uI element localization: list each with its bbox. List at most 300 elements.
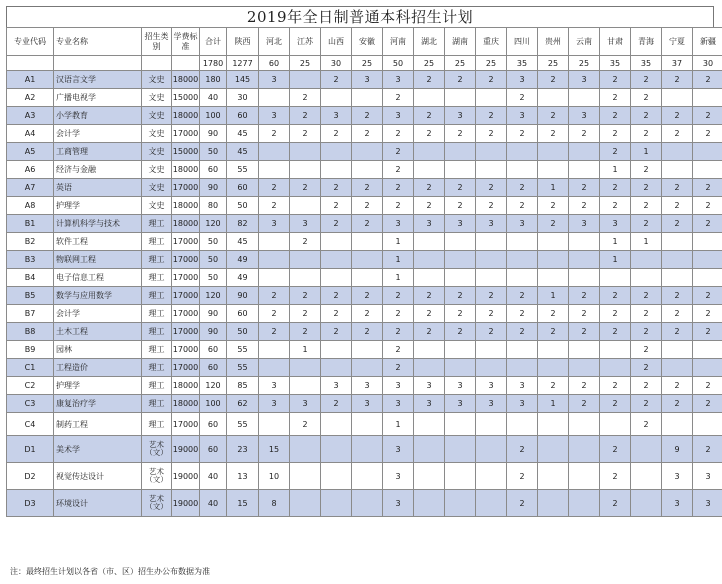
table-cell xyxy=(662,89,693,107)
table-cell: 3 xyxy=(476,377,507,395)
major-code: A1 xyxy=(7,71,54,89)
column-header: 陕西 xyxy=(227,28,259,56)
table-cell: 2 xyxy=(321,197,352,215)
table-cell: 18000 xyxy=(172,377,200,395)
table-cell: 2 xyxy=(631,323,662,341)
table-cell: 40 xyxy=(200,490,227,517)
table-cell: 3 xyxy=(569,215,600,233)
table-row xyxy=(7,143,722,161)
table-cell xyxy=(321,143,352,161)
column-header: 招生类别 xyxy=(142,28,172,56)
table-cell: 17000 xyxy=(172,233,200,251)
table-cell: 50 xyxy=(200,269,227,287)
table-cell: 30 xyxy=(227,89,259,107)
table-cell: 2 xyxy=(600,377,631,395)
table-cell: 120 xyxy=(200,215,227,233)
major-code: A3 xyxy=(7,107,54,125)
table-cell: 2 xyxy=(600,107,631,125)
table-cell: 2 xyxy=(414,71,445,89)
table-cell: 2 xyxy=(383,341,414,359)
table-cell: 2 xyxy=(507,89,538,107)
table-cell: 3 xyxy=(600,215,631,233)
major-code: B5 xyxy=(7,287,54,305)
major-name: 制药工程 xyxy=(54,413,142,436)
table-cell: 49 xyxy=(227,251,259,269)
table-cell: 90 xyxy=(200,305,227,323)
table-cell: 17000 xyxy=(172,269,200,287)
table-cell: 2 xyxy=(352,305,383,323)
table-cell: 2 xyxy=(569,305,600,323)
major-name: 护理学 xyxy=(54,377,142,395)
table-cell xyxy=(538,161,569,179)
table-cell: 理工 xyxy=(142,251,172,269)
major-name: 土木工程 xyxy=(54,323,142,341)
table-cell: 2 xyxy=(414,197,445,215)
table-cell: 3 xyxy=(321,377,352,395)
table-cell xyxy=(321,413,352,436)
table-cell: 2 xyxy=(507,197,538,215)
table-cell: 1 xyxy=(631,143,662,161)
table-cell: 3 xyxy=(414,395,445,413)
table-cell: 理工 xyxy=(142,287,172,305)
total-cell: 35 xyxy=(631,56,662,71)
table-cell: 2 xyxy=(600,125,631,143)
table-cell xyxy=(507,161,538,179)
table-cell xyxy=(538,413,569,436)
table-cell: 3 xyxy=(259,395,290,413)
table-cell: 1 xyxy=(538,179,569,197)
table-cell: 2 xyxy=(383,125,414,143)
table-cell: 2 xyxy=(631,197,662,215)
table-cell: 2 xyxy=(631,341,662,359)
table-cell: 2 xyxy=(569,197,600,215)
table-cell: 2 xyxy=(476,323,507,341)
table-cell: 2 xyxy=(290,287,321,305)
table-cell xyxy=(445,413,476,436)
table-cell: 17000 xyxy=(172,413,200,436)
enrollment-sheet xyxy=(6,6,714,517)
table-cell: 2 xyxy=(662,71,693,89)
table-cell: 2 xyxy=(507,490,538,517)
table-cell: 2 xyxy=(600,89,631,107)
table-cell: 3 xyxy=(290,395,321,413)
table-cell: 3 xyxy=(445,107,476,125)
table-cell xyxy=(569,463,600,490)
table-cell: 55 xyxy=(227,341,259,359)
total-cell: 25 xyxy=(569,56,600,71)
table-cell xyxy=(445,233,476,251)
table-cell xyxy=(631,269,662,287)
major-code: B9 xyxy=(7,341,54,359)
table-cell: 2 xyxy=(693,215,722,233)
table-row xyxy=(7,251,722,269)
table-cell: 145 xyxy=(227,71,259,89)
table-cell: 2 xyxy=(321,287,352,305)
table-cell xyxy=(476,161,507,179)
table-cell: 3 xyxy=(383,436,414,463)
table-cell: 理工 xyxy=(142,359,172,377)
table-cell xyxy=(290,463,321,490)
table-cell: 2 xyxy=(631,377,662,395)
table-cell: 2 xyxy=(631,413,662,436)
table-cell: 60 xyxy=(200,359,227,377)
table-row xyxy=(7,413,722,436)
table-cell xyxy=(569,341,600,359)
table-cell: 2 xyxy=(693,197,722,215)
table-cell xyxy=(476,359,507,377)
table-cell xyxy=(693,233,722,251)
table-cell: 2 xyxy=(259,197,290,215)
table-cell: 1 xyxy=(600,233,631,251)
column-header: 新疆 xyxy=(693,28,722,56)
table-cell: 1 xyxy=(383,413,414,436)
table-cell: 文史 xyxy=(142,125,172,143)
table-cell: 2 xyxy=(414,107,445,125)
table-cell: 18000 xyxy=(172,197,200,215)
table-cell: 180 xyxy=(200,71,227,89)
table-cell: 82 xyxy=(227,215,259,233)
table-row xyxy=(7,359,722,377)
table-cell: 1 xyxy=(383,233,414,251)
table-cell xyxy=(321,341,352,359)
table-cell xyxy=(290,269,321,287)
table-cell xyxy=(476,233,507,251)
table-cell: 2 xyxy=(693,287,722,305)
table-cell xyxy=(600,413,631,436)
table-cell: 2 xyxy=(600,463,631,490)
table-cell xyxy=(414,341,445,359)
total-cell xyxy=(54,56,142,71)
table-cell: 2 xyxy=(631,71,662,89)
column-header: 云南 xyxy=(569,28,600,56)
table-cell xyxy=(445,143,476,161)
table-cell xyxy=(414,89,445,107)
table-cell: 文史 xyxy=(142,161,172,179)
table-cell: 2 xyxy=(290,125,321,143)
table-cell: 艺术（文） xyxy=(142,463,172,490)
table-cell: 60 xyxy=(227,107,259,125)
table-cell xyxy=(476,413,507,436)
table-cell: 2 xyxy=(383,359,414,377)
table-cell xyxy=(507,233,538,251)
table-cell: 62 xyxy=(227,395,259,413)
table-cell xyxy=(321,269,352,287)
table-cell xyxy=(445,463,476,490)
table-cell: 17000 xyxy=(172,305,200,323)
table-cell xyxy=(600,359,631,377)
table-cell: 2 xyxy=(600,179,631,197)
table-cell: 2 xyxy=(662,125,693,143)
table-cell: 3 xyxy=(383,395,414,413)
total-cell: 25 xyxy=(290,56,321,71)
table-cell xyxy=(507,359,538,377)
table-cell: 2 xyxy=(600,436,631,463)
table-cell: 2 xyxy=(693,323,722,341)
table-cell: 2 xyxy=(631,89,662,107)
table-cell: 2 xyxy=(476,197,507,215)
table-cell: 17000 xyxy=(172,179,200,197)
table-cell: 3 xyxy=(383,71,414,89)
major-name: 环境设计 xyxy=(54,490,142,517)
table-cell: 60 xyxy=(200,161,227,179)
table-cell: 2 xyxy=(662,323,693,341)
table-cell: 2 xyxy=(600,305,631,323)
table-cell: 90 xyxy=(227,287,259,305)
table-cell: 2 xyxy=(383,323,414,341)
table-cell: 3 xyxy=(383,463,414,490)
table-cell xyxy=(693,269,722,287)
table-cell: 2 xyxy=(631,107,662,125)
table-cell xyxy=(290,161,321,179)
column-header: 宁夏 xyxy=(662,28,693,56)
total-cell: 30 xyxy=(321,56,352,71)
table-cell: 2 xyxy=(538,197,569,215)
column-header: 合计 xyxy=(200,28,227,56)
table-cell: 2 xyxy=(476,179,507,197)
table-cell: 3 xyxy=(693,463,722,490)
table-cell xyxy=(414,233,445,251)
table-cell xyxy=(445,251,476,269)
major-name: 视觉传达设计 xyxy=(54,463,142,490)
table-cell: 17000 xyxy=(172,323,200,341)
table-cell xyxy=(662,143,693,161)
table-cell xyxy=(259,341,290,359)
table-cell xyxy=(538,341,569,359)
table-cell xyxy=(352,161,383,179)
table-cell: 23 xyxy=(227,436,259,463)
table-cell: 2 xyxy=(507,323,538,341)
table-cell: 3 xyxy=(507,377,538,395)
column-header: 专业代码 xyxy=(7,28,54,56)
table-cell: 2 xyxy=(693,305,722,323)
major-name: 会计学 xyxy=(54,125,142,143)
table-cell: 2 xyxy=(693,179,722,197)
table-cell xyxy=(445,359,476,377)
table-cell xyxy=(538,269,569,287)
table-cell: 2 xyxy=(321,215,352,233)
total-cell: 60 xyxy=(259,56,290,71)
column-header: 贵州 xyxy=(538,28,569,56)
table-cell: 2 xyxy=(507,287,538,305)
major-name: 小学教育 xyxy=(54,107,142,125)
table-cell xyxy=(600,269,631,287)
table-cell: 60 xyxy=(227,305,259,323)
table-cell xyxy=(662,269,693,287)
table-cell: 2 xyxy=(600,395,631,413)
major-name: 英语 xyxy=(54,179,142,197)
table-cell: 2 xyxy=(445,197,476,215)
table-cell: 2 xyxy=(352,215,383,233)
table-cell xyxy=(321,463,352,490)
table-cell xyxy=(414,143,445,161)
table-cell: 2 xyxy=(693,107,722,125)
table-cell: 40 xyxy=(200,89,227,107)
table-cell: 2 xyxy=(569,125,600,143)
table-cell xyxy=(693,413,722,436)
table-cell xyxy=(321,359,352,377)
major-name: 计算机科学与技术 xyxy=(54,215,142,233)
table-cell: 13 xyxy=(227,463,259,490)
table-cell xyxy=(445,161,476,179)
table-cell: 2 xyxy=(507,179,538,197)
table-cell: 2 xyxy=(352,125,383,143)
table-cell xyxy=(662,251,693,269)
table-cell: 3 xyxy=(259,377,290,395)
table-cell xyxy=(259,359,290,377)
table-cell: 2 xyxy=(662,305,693,323)
table-cell xyxy=(662,341,693,359)
table-cell: 1 xyxy=(600,161,631,179)
table-cell: 文史 xyxy=(142,89,172,107)
table-cell: 60 xyxy=(200,341,227,359)
table-cell xyxy=(290,490,321,517)
table-cell: 55 xyxy=(227,413,259,436)
table-cell: 2 xyxy=(476,125,507,143)
table-cell: 2 xyxy=(631,125,662,143)
table-cell: 60 xyxy=(227,179,259,197)
table-cell: 3 xyxy=(383,377,414,395)
table-cell xyxy=(352,233,383,251)
table-cell xyxy=(290,143,321,161)
table-cell: 3 xyxy=(259,71,290,89)
table-cell: 3 xyxy=(507,395,538,413)
table-cell: 2 xyxy=(321,71,352,89)
table-cell: 19000 xyxy=(172,436,200,463)
table-cell xyxy=(445,341,476,359)
table-cell xyxy=(352,359,383,377)
enrollment-table xyxy=(6,27,722,517)
column-header: 青海 xyxy=(631,28,662,56)
column-header: 专业名称 xyxy=(54,28,142,56)
table-row xyxy=(7,107,722,125)
table-cell: 2 xyxy=(662,377,693,395)
table-cell: 2 xyxy=(445,179,476,197)
major-name: 园林 xyxy=(54,341,142,359)
table-row xyxy=(7,323,722,341)
table-cell xyxy=(662,359,693,377)
table-cell xyxy=(414,413,445,436)
table-cell: 2 xyxy=(321,125,352,143)
table-cell xyxy=(631,463,662,490)
table-cell xyxy=(414,269,445,287)
table-cell xyxy=(321,251,352,269)
table-cell: 45 xyxy=(227,125,259,143)
table-cell xyxy=(569,269,600,287)
total-cell xyxy=(7,56,54,71)
table-cell: 120 xyxy=(200,287,227,305)
table-cell: 3 xyxy=(476,215,507,233)
table-cell: 2 xyxy=(538,323,569,341)
table-cell: 45 xyxy=(227,143,259,161)
table-cell xyxy=(600,341,631,359)
major-code: C1 xyxy=(7,359,54,377)
table-cell: 2 xyxy=(507,125,538,143)
table-cell: 2 xyxy=(538,107,569,125)
table-cell xyxy=(352,413,383,436)
table-cell: 3 xyxy=(507,71,538,89)
table-cell: 2 xyxy=(476,305,507,323)
table-cell: 2 xyxy=(259,323,290,341)
table-cell: 2 xyxy=(600,143,631,161)
table-cell xyxy=(538,251,569,269)
table-cell: 3 xyxy=(290,215,321,233)
table-cell: 18000 xyxy=(172,395,200,413)
major-name: 经济与金融 xyxy=(54,161,142,179)
major-code: B2 xyxy=(7,233,54,251)
table-cell xyxy=(414,490,445,517)
table-cell: 3 xyxy=(445,395,476,413)
table-cell: 2 xyxy=(321,395,352,413)
table-cell xyxy=(569,143,600,161)
table-cell xyxy=(445,436,476,463)
table-cell: 60 xyxy=(200,436,227,463)
table-cell: 理工 xyxy=(142,413,172,436)
table-cell: 2 xyxy=(538,215,569,233)
table-cell: 2 xyxy=(662,215,693,233)
table-row xyxy=(7,287,722,305)
table-cell: 2 xyxy=(569,323,600,341)
table-cell xyxy=(662,233,693,251)
table-row xyxy=(7,436,722,463)
table-cell xyxy=(507,341,538,359)
table-cell xyxy=(569,161,600,179)
table-cell: 2 xyxy=(321,179,352,197)
table-cell: 18000 xyxy=(172,107,200,125)
table-cell xyxy=(476,89,507,107)
table-row xyxy=(7,395,722,413)
table-row xyxy=(7,197,722,215)
table-cell: 3 xyxy=(414,377,445,395)
table-row xyxy=(7,215,722,233)
table-cell xyxy=(352,143,383,161)
table-cell: 100 xyxy=(200,107,227,125)
table-cell: 2 xyxy=(538,71,569,89)
table-cell: 2 xyxy=(321,323,352,341)
table-cell xyxy=(476,251,507,269)
table-cell xyxy=(507,413,538,436)
table-cell: 80 xyxy=(200,197,227,215)
table-row xyxy=(7,161,722,179)
table-cell: 2 xyxy=(693,395,722,413)
table-cell: 17000 xyxy=(172,287,200,305)
table-cell: 55 xyxy=(227,359,259,377)
table-cell xyxy=(476,490,507,517)
table-cell: 1 xyxy=(538,395,569,413)
total-cell: 35 xyxy=(507,56,538,71)
table-cell: 2 xyxy=(600,197,631,215)
column-header: 安徽 xyxy=(352,28,383,56)
table-cell: 2 xyxy=(290,89,321,107)
table-cell: 2 xyxy=(476,71,507,89)
column-header: 河南 xyxy=(383,28,414,56)
table-cell: 15000 xyxy=(172,143,200,161)
table-cell: 2 xyxy=(290,305,321,323)
table-cell: 3 xyxy=(693,490,722,517)
major-code: D1 xyxy=(7,436,54,463)
table-cell: 100 xyxy=(200,395,227,413)
table-cell: 55 xyxy=(227,161,259,179)
table-cell: 理工 xyxy=(142,215,172,233)
total-cell: 50 xyxy=(383,56,414,71)
table-cell: 1 xyxy=(290,341,321,359)
table-cell: 2 xyxy=(259,287,290,305)
table-cell: 3 xyxy=(352,71,383,89)
major-name: 工程造价 xyxy=(54,359,142,377)
table-cell: 2 xyxy=(631,215,662,233)
table-cell: 3 xyxy=(507,215,538,233)
total-cell: 25 xyxy=(476,56,507,71)
column-header: 四川 xyxy=(507,28,538,56)
